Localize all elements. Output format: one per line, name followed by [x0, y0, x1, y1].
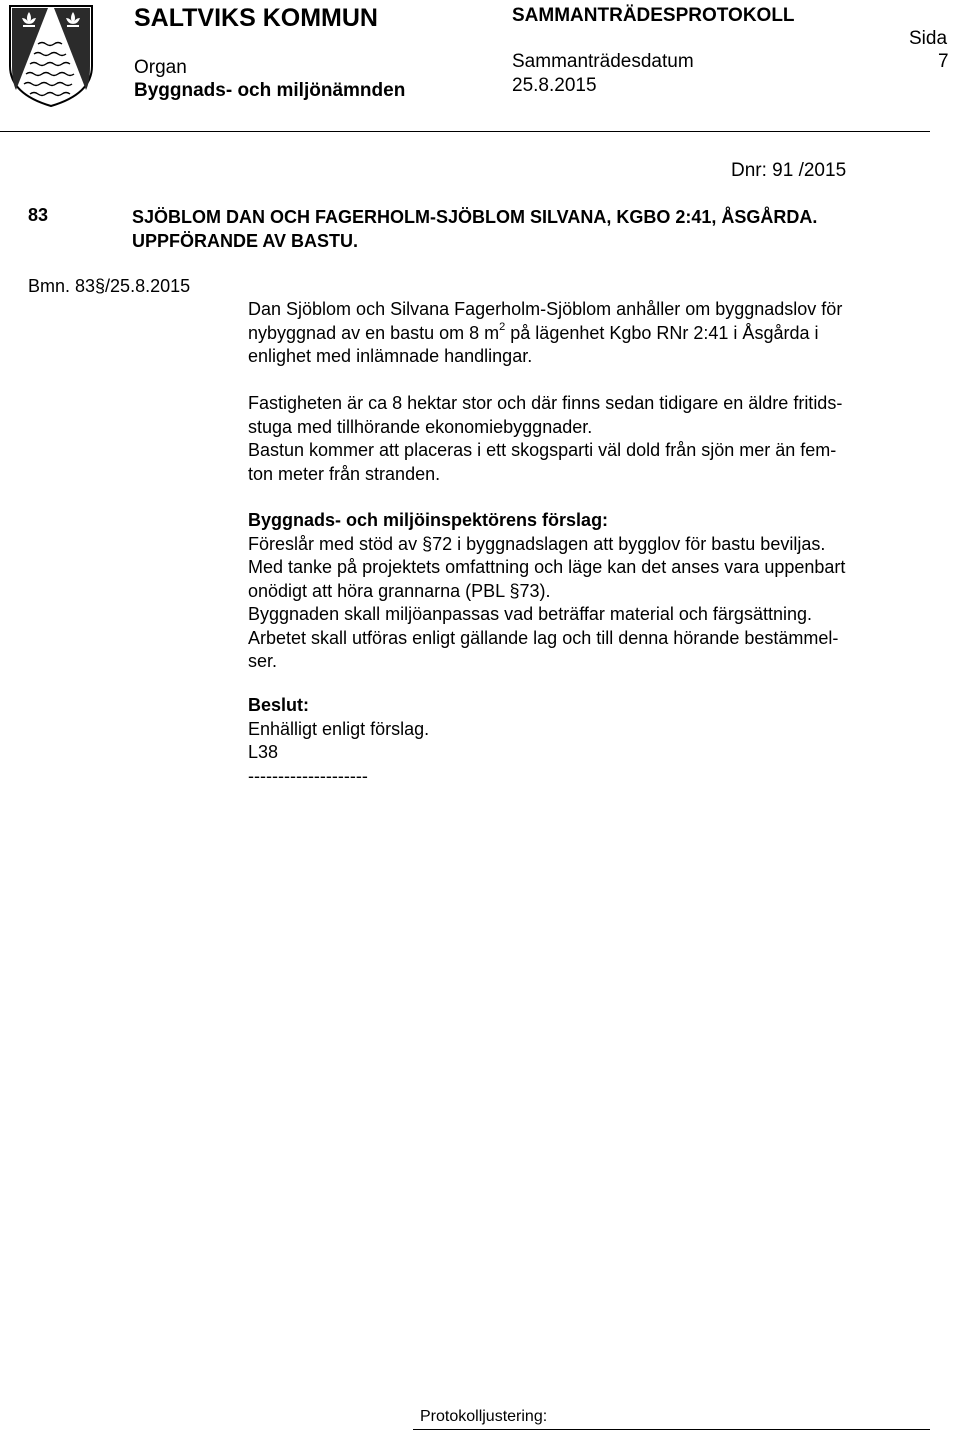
- municipality-name: SALTVIKS KOMMUN: [134, 4, 378, 32]
- page-label: Sida: [909, 28, 948, 49]
- text-line: Byggnaden skall miljöanpassas vad beträffar material och färgsättning.: [248, 604, 812, 624]
- decision-text: Enhälligt enligt förslag.: [248, 718, 430, 739]
- superscript: 2: [499, 320, 506, 333]
- decision-code: L38: [248, 742, 279, 762]
- protocol-verification-label: Protokolljustering:: [420, 1408, 548, 1425]
- separator-line: --------------------: [248, 765, 368, 786]
- decision-section: [248, 694, 429, 788]
- text-line: stuga med tillhörande ekonomiebyggnader.: [248, 416, 593, 437]
- coat-of-arms-logo: [8, 4, 94, 108]
- section-title-line-2: UPPFÖRANDE AV BASTU.: [132, 231, 359, 251]
- decision-reference: Bmn. 83§/25.8.2015: [28, 276, 191, 296]
- proposal-section: [248, 509, 845, 674]
- header-divider: [0, 131, 930, 132]
- decision-heading: Beslut:: [248, 695, 310, 715]
- property-paragraph: [248, 392, 842, 486]
- text-line: ser.: [248, 651, 278, 671]
- meeting-date-value: 25.8.2015: [512, 75, 597, 96]
- text-line: onödigt att höra grannarna (PBL §73).: [248, 580, 551, 601]
- text-line: enlighet med inlämnade handlingar.: [248, 346, 533, 366]
- text-line: Bastun kommer att placeras i ett skogsparti väl dold från sjön mer än fem-: [248, 440, 837, 460]
- section-title: [132, 205, 817, 253]
- text-line: Fastigheten är ca 8 hektar stor och där finns sedan tidigare en äldre fritids-: [248, 393, 843, 413]
- meeting-date-label: Sammanträdesdatum: [512, 51, 694, 72]
- proposal-heading: Byggnads- och miljöinspektörens förslag:: [248, 510, 609, 530]
- section-title-line-1: SJÖBLOM DAN OCH FAGERHOLM-SJÖBLOM SILVANA, KGBO 2:41, ÅSGÅRDA.: [132, 207, 818, 227]
- text-line: Dan Sjöblom och Silvana Fagerholm-Sjöblom anhåller om byggnadslov för: [248, 299, 843, 319]
- text-line: ton meter från stranden.: [248, 463, 441, 484]
- document-type: SAMMANTRÄDESPROTOKOLL: [512, 5, 795, 26]
- page-number: 7: [938, 51, 949, 72]
- intro-paragraph: [248, 298, 842, 369]
- text-line: nybyggnad av en bastu om 8 $m^2$ på lägenhet Kgbo RNr 2:41 i Åsgårda i: [248, 320, 819, 343]
- diary-number: Dnr: 91 /2015: [731, 160, 847, 181]
- organ-value: Byggnads- och miljönämnden: [134, 80, 406, 101]
- text-line: Föreslår med stöd av §72 i byggnadslagen att bygglov för bastu beviljas.: [248, 533, 826, 554]
- organ-label: Organ: [134, 57, 187, 78]
- footer-signature-line: [413, 1429, 930, 1430]
- text-line: Med tanke på projektets omfattning och läge kan det anses vara uppenbart: [248, 557, 846, 577]
- section-number: 83: [28, 205, 49, 225]
- text-line: Arbetet skall utföras enligt gällande lag och till denna hörande bestämmel-: [248, 627, 839, 648]
